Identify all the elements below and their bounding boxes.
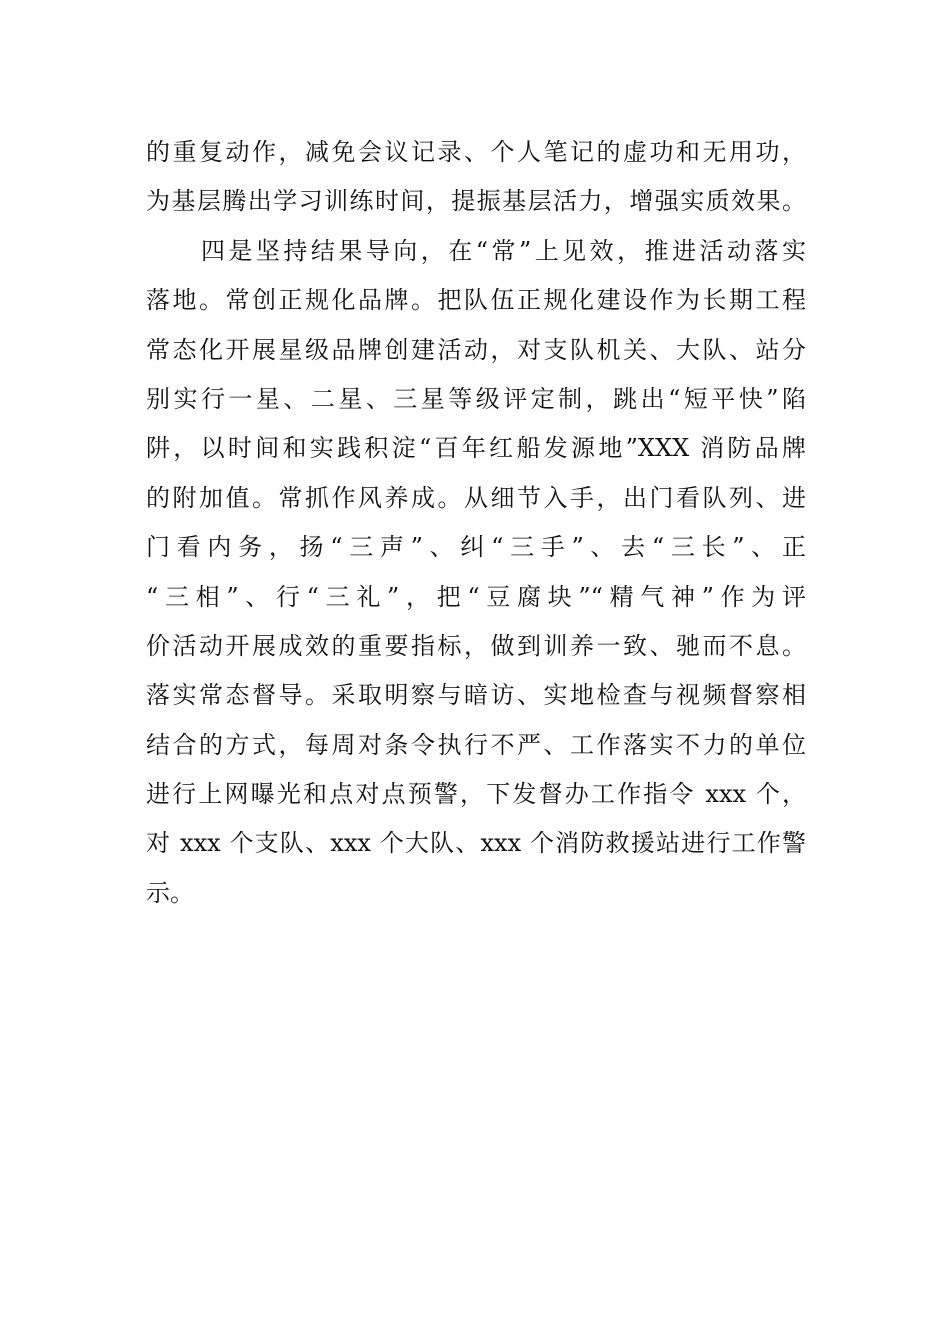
body-paragraphs [146,128,806,918]
text-line: 阱，以时间和实践积淀“百年红船发源地”XXX 消防品牌 [146,434,806,463]
text-line: “三相”、行“三礼”，把“豆腐块”“精气神”作为评 [146,582,806,611]
text-line: 门看内务，扬“三声”、纠“三手”、去“三长”、正 [146,533,806,562]
text-line: 为基层腾出学习训练时间，提振基层活力，增强实质效果。 [146,187,806,216]
text-line: 示。 [146,878,194,907]
text-line: 别实行一星、二星、三星等级评定制，跳出“短平快”陷 [146,384,806,413]
text-line: 进行上网曝光和点对点预警，下发督办工作指令 xxx 个， [146,780,806,809]
text-line: 的重复动作，减免会议记录、个人笔记的虚功和无用功， [146,138,806,166]
text-line: 落实常态督导。采取明察与暗访、实地检查与视频督察相 [146,681,806,710]
text-line: 常态化开展星级品牌创建活动，对支队机关、大队、站分 [146,335,806,364]
text-line: 对 xxx 个支队、xxx 个大队、xxx 个消防救援站进行工作警 [146,829,806,858]
text-line: 结合的方式，每周对条令执行不严、工作落实不力的单位 [146,730,806,759]
text-line: 四是坚持结果导向，在“常”上见效，推进活动落实 [146,236,806,265]
text-line: 落地。常创正规化品牌。把队伍正规化建设作为长期工程 [146,286,806,315]
text-line: 的附加值。常抓作风养成。从细节入手，出门看队列、进 [146,483,806,512]
text-line: 价活动开展成效的重要指标，做到训养一致、驰而不息。 [146,631,806,660]
